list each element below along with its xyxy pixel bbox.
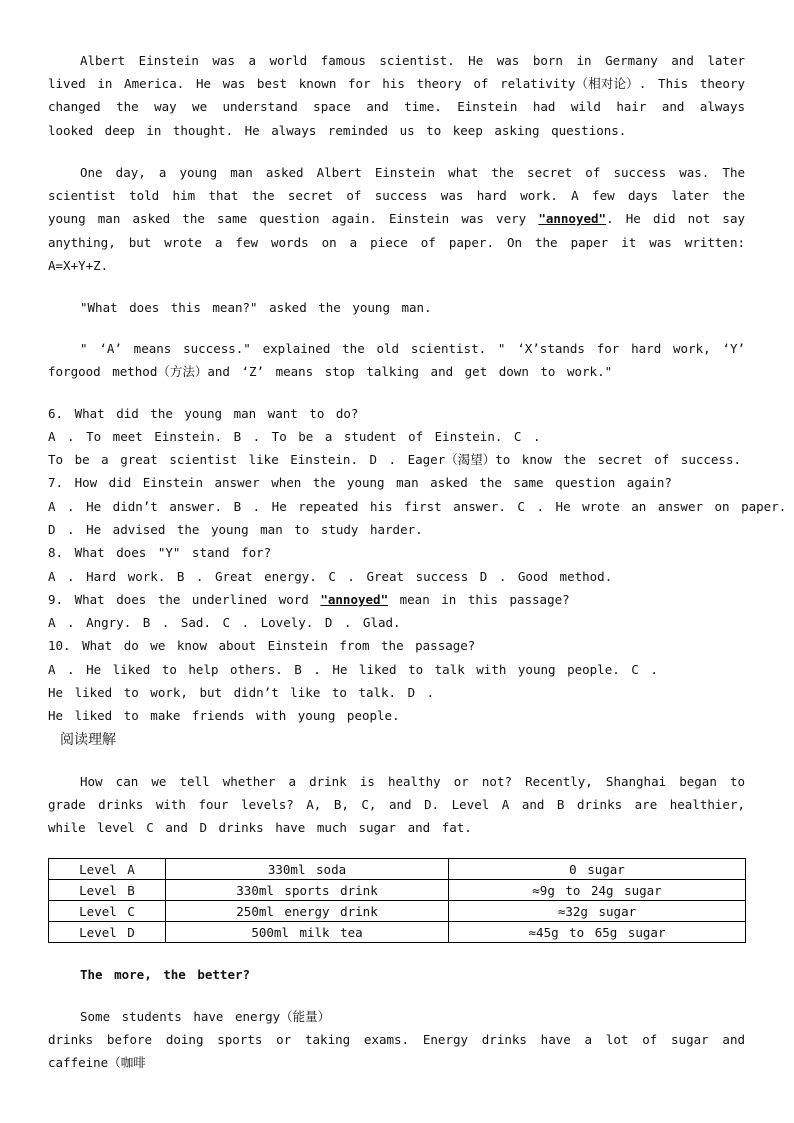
table-cell-drink: 330ml sports drink: [166, 880, 449, 901]
question-8-options: A . Hard work. B . Great energy. C . Great success D . Good method.: [48, 569, 613, 584]
table-row: [49, 922, 746, 943]
p2-after: . He did not say anything, but wrote a few words on a piece of paper. On the paper it was written: A=X+Y+Z.: [48, 211, 745, 273]
question-6-options-cont: To be a great scientist like Einstein. D . Eager（渴望）to know the secret of success.: [48, 452, 741, 467]
table-cell-sugar: 0 sugar: [449, 859, 746, 880]
drink-levels-table: [48, 858, 746, 943]
p2-before: One day, a young man asked Albert Einstein what the secret of success was. The scientist told him that the secret of success was hard work. A few days later the young man asked the same question again. Einstein was very: [48, 165, 745, 227]
table-cell-level: Level C: [49, 901, 166, 922]
question-10-options: A . He liked to help others. B . He liked to talk with young people. C .: [48, 662, 658, 677]
section-title: 阅读理解: [60, 732, 116, 748]
question-9: [48, 591, 570, 609]
table-cell-level: Level D: [49, 922, 166, 943]
passage1-paragraph3: "What does this mean?" asked the young man.: [80, 300, 432, 315]
question-10-options-cont: He liked to work, but didn’t like to talk. D .: [48, 685, 435, 700]
table-cell-level: Level B: [49, 880, 166, 901]
question-9-options: A . Angry. B . Sad. C . Lovely. D . Glad.: [48, 615, 401, 630]
passage2-energy-rest: drinks before doing sports or taking exams. Energy drinks have a lot of sugar and caffeine（咖啡: [48, 1032, 745, 1071]
annoyed-underlined-word: "annoyed": [538, 211, 607, 227]
passage2-energy-line1: Some students have energy（能量）: [80, 1009, 331, 1024]
table-cell-sugar: ≈32g sugar: [449, 901, 746, 922]
subheading: The more, the better?: [80, 967, 251, 982]
table-cell-sugar: ≈9g to 24g sugar: [449, 880, 746, 901]
passage2-intro: How can we tell whether a drink is healthy or not? Recently, Shanghai began to grade drinks with four levels? A, B, C, and D. Level A and B drinks are healthier, while level C and D drinks have much sugar and fat.: [48, 774, 745, 836]
table-cell-sugar: ≈45g to 65g sugar: [449, 922, 746, 943]
question-9-word: "annoyed": [320, 592, 389, 607]
table-cell-drink: 500ml milk tea: [166, 922, 449, 943]
question-10-options-end: He liked to make friends with young people.: [48, 708, 400, 723]
passage1-paragraph1: Albert Einstein was a world famous scientist. He was born in Germany and later lived in America. He was best known for his theory of relativity（相对论）. This theory changed the way we understand space and time. Einstein had wild hair and always looked deep in thought. He always reminded us to keep asking questions.: [48, 53, 745, 138]
table-row: [49, 880, 746, 901]
question-9-tail: mean in this passage?: [388, 592, 570, 607]
question-7-options-cont: D . He advised the young man to study harder.: [48, 522, 423, 537]
question-9-text: 9. What does the underlined word: [48, 592, 321, 607]
table-cell-level: Level A: [49, 859, 166, 880]
passage1-paragraph4: " ‘A’ means success." explained the old scientist. " ‘X’stands for hard work, ‘Y’ forgood method（方法）and ‘Z’ means stop talking and get down to work.": [48, 341, 745, 380]
question-8: 8. What does "Y" stand for?: [48, 545, 272, 560]
table-row: [49, 901, 746, 922]
table-cell-drink: 250ml energy drink: [166, 901, 449, 922]
question-6: 6. What did the young man want to do?: [48, 406, 359, 421]
question-10: 10. What do we know about Einstein from the passage?: [48, 638, 476, 653]
table-row: [49, 859, 746, 880]
question-6-options: A . To meet Einstein. B . To be a student of Einstein. C .: [48, 429, 541, 444]
table-cell-drink: 330ml soda: [166, 859, 449, 880]
passage1-paragraph2: [48, 161, 745, 277]
question-7-options: A . He didn’t answer. B . He repeated his first answer. C . He wrote an answer on paper.: [48, 499, 787, 514]
question-7: 7. How did Einstein answer when the young man asked the same question again?: [48, 475, 672, 490]
